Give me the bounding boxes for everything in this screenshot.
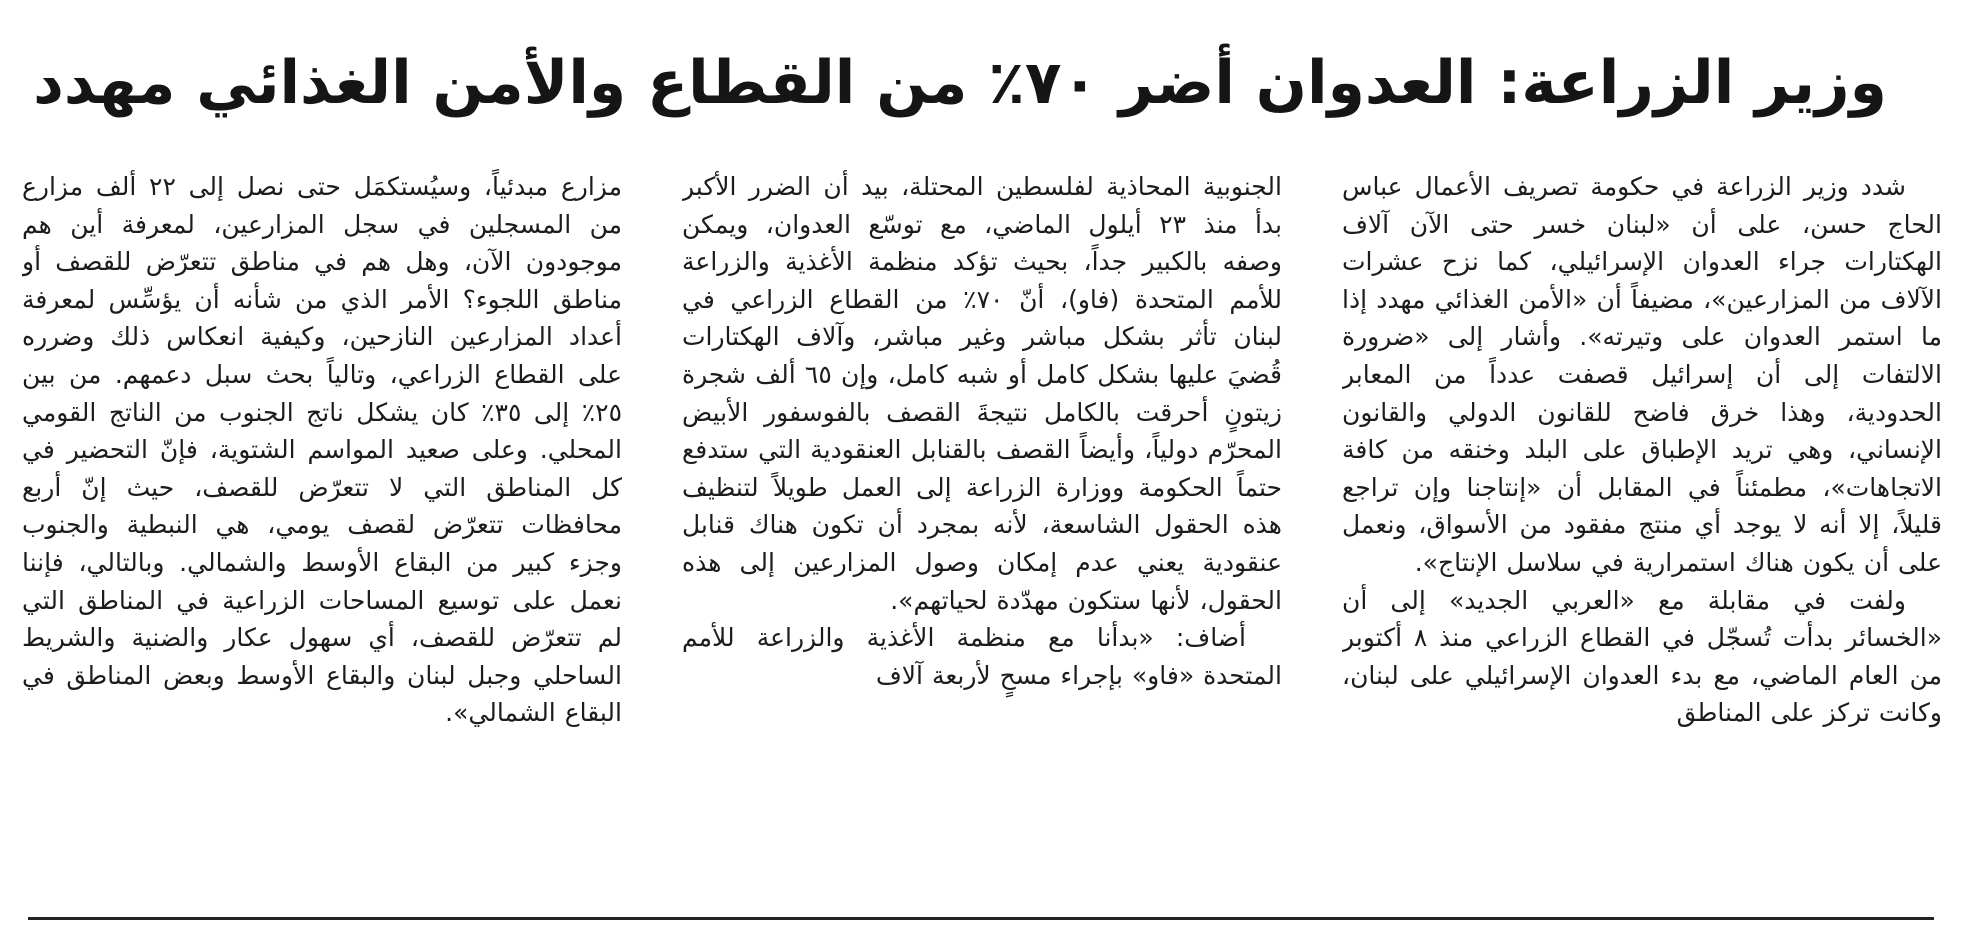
article-paragraph: شدد وزير الزراعة في حكومة تصريف الأعمال عباس الحاج حسن، على أن «لبنان خسر حتى الآن آلاف الهكتارات جراء العدوان الإسرائيلي، كما نزح عشرات الآلاف من المزارعين»، مضيفاً أن «الأمن الغذائي مهدد إذا ما استمر العدوان على وتيرته». وأشار إلى «ضرورة الالتفات إلى أن إسرائيل قصفت عدداً من المعابر الحدودية، وهذا خرق فاضح للقانون الدولي والقانون الإنساني، وهي تريد الإطباق على البلد وخنقه من كافة الاتجاهات»، مطمئناً في المقابل أن «إنتاجنا وإن تراجع قليلاً، إلا أنه لا يوجد أي منتج مفقود من الأسواق، ونعمل على أن يكون هناك استمرارية في سلاسل الإنتاج». — [1342, 172, 1942, 577]
article-body — [22, 168, 1942, 898]
article-column-right — [1342, 168, 1942, 898]
article-paragraph: مزارع مبدئياً، وسيُستكمَل حتى نصل إلى ٢٢ ألف مزارع من المسجلين في سجل المزارعين، لمعرفة أين هم موجودون الآن، وهل هم في مناطق تتعرّض للقصف أو مناطق اللجوء؟ الأمر الذي من شأنه أن يؤسِّس لمعرفة أعداد المزارعين النازحين، وكيفية انعكاس ذلك وضرره على القطاع الزراعي، وتالياً بحث سبل دعمهم. من بين ٢٥٪ إلى ٣٥٪ كان يشكل ناتج الجنوب من الناتج القومي المحلي. وعلى صعيد المواسم الشتوية، فإنّ التحضير في كل المناطق التي لا تتعرّض للقصف، حيث إنّ أربع محافظات تتعرّض لقصف يومي، هي النبطية والجنوب وجزء كبير من البقاع الأوسط والشمالي. وبالتالي، فإننا نعمل على توسيع المساحات الزراعية في المناطق التي لم تتعرّض للقصف، أي سهول عكار والضنية والشريط الساحلي وجبل لبنان والبقاع الأوسط وبعض المناطق في البقاع الشمالي». — [22, 172, 622, 728]
article-paragraph: أضاف: «بدأنا مع منظمة الأغذية والزراعة للأمم المتحدة «فاو» بإجراء مسحٍ لأربعة آلاف — [682, 623, 1282, 690]
article-column-middle — [682, 168, 1282, 898]
article-paragraph: ولفت في مقابلة مع «العربي الجديد» إلى أن «الخسائر بدأت تُسجّل في القطاع الزراعي منذ ٨ أكتوبر من العام الماضي، مع بدء العدوان الإسرائيلي على لبنان، وكانت تركز على المناطق — [1342, 585, 1942, 728]
article-headline: وزير الزراعة: العدوان أضر ٧٠٪ من القطاع والأمن الغذائي مهدد — [33, 48, 1887, 118]
bottom-divider — [28, 917, 1934, 920]
article-paragraph: الجنوبية المحاذية لفلسطين المحتلة، بيد أن الضرر الأكبر بدأ منذ ٢٣ أيلول الماضي، مع توسّع العدوان، ويمكن وصفه بالكبير جداً، بحيث تؤكد منظمة الأغذية والزراعة للأمم المتحدة (فاو)، أنّ ٧٠٪ من القطاع الزراعي في لبنان تأثر بشكل مباشر وغير مباشر، وآلاف الهكتارات قُضيَ عليها بشكل كامل أو شبه كامل، وإن ٦٥ ألف شجرة زيتونٍ أحرقت بالكامل نتيجةَ القصف بالفوسفور الأبيض المحرّم دولياً، وأيضاً القصف بالقنابل العنقودية التي ستدفع حتماً الحكومة ووزارة الزراعة إلى العمل طويلاً لتنظيف هذه الحقول الشاسعة، لأنه بمجرد أن تكون هناك قنابل عنقودية يعني عدم إمكان وصول المزارعين إلى هذه الحقول، لأنها ستكون مهدّدة لحياتهم». — [682, 172, 1282, 615]
article-column-left — [22, 168, 622, 898]
